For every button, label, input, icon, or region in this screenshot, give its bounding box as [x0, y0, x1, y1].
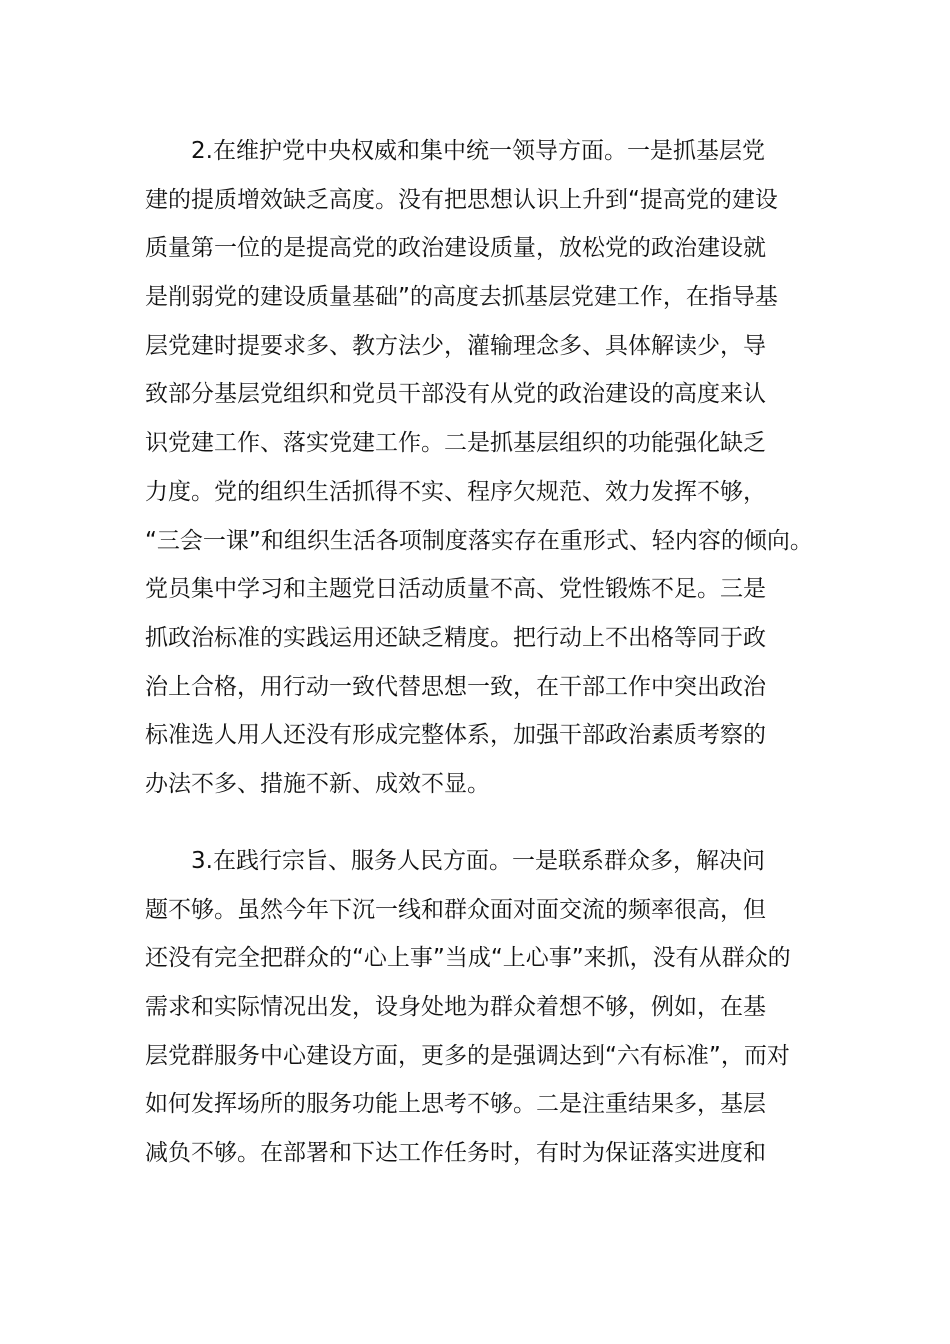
paragraph-line: 标准选人用人还没有形成完整体系，加强干部政治素质考察的: [145, 722, 766, 749]
paragraph-line: 力度。党的组织生活抓得不实、程序欠规范、效力发挥不够，: [145, 478, 766, 505]
paragraph-line: 建的提质增效缺乏高度。没有把思想认识上升到“提高党的建设: [145, 186, 778, 213]
paragraph-line: 是削弱党的建设质量基础”的高度去抓基层党建工作，在指导基: [145, 284, 778, 311]
paragraph-line: 抓政治标准的实践运用还缺乏精度。把行动上不出格等同于政: [145, 624, 766, 651]
paragraph-line: 如何发挥场所的服务功能上思考不够。二是注重结果多，基层: [145, 1091, 766, 1118]
paragraph-line: 还没有完全把群众的“心上事”当成“上心事”来抓，没有从群众的: [145, 945, 791, 972]
paragraph-2: [145, 127, 825, 809]
paragraph-line: “三会一课”和组织生活各项制度落实存在重形式、轻内容的倾向。: [145, 527, 813, 554]
paragraph-line: 层党建时提要求多、教方法少，灌输理念多、具体解读少，导: [145, 332, 766, 359]
paragraph-line: 治上合格，用行动一致代替思想一致，在干部工作中突出政治: [145, 673, 766, 700]
paragraph-line: 层党群服务中心建设方面，更多的是强调达到“六有标准”，而对: [145, 1042, 790, 1069]
paragraph-line: 致部分基层党组织和党员干部没有从党的政治建设的高度来认: [145, 381, 766, 408]
paragraph-line: 题不够。虽然今年下沉一线和群众面对面交流的频率很高，但: [145, 896, 766, 923]
paragraph-3: [145, 837, 825, 1178]
paragraph-line: 质量第一位的是提高党的政治建设质量，放松党的政治建设就: [145, 235, 766, 262]
paragraph-line: 识党建工作、落实党建工作。二是抓基层组织的功能强化缺乏: [145, 430, 766, 457]
paragraph-line: 减负不够。在部署和下达工作任务时，有时为保证落实进度和: [145, 1140, 766, 1167]
paragraph-line: 需求和实际情况出发，设身处地为群众着想不够，例如，在基: [145, 994, 766, 1021]
paragraph-line: 党员集中学习和主题党日活动质量不高、党性锻炼不足。三是: [145, 576, 766, 603]
paragraph-line: 办法不多、措施不新、成效不显。: [145, 770, 490, 797]
paragraph-line: 2.在维护党中央权威和集中统一领导方面。一是抓基层党: [191, 138, 765, 164]
paragraph-line: 3.在践行宗旨、服务人民方面。一是联系群众多，解决问: [191, 848, 765, 874]
